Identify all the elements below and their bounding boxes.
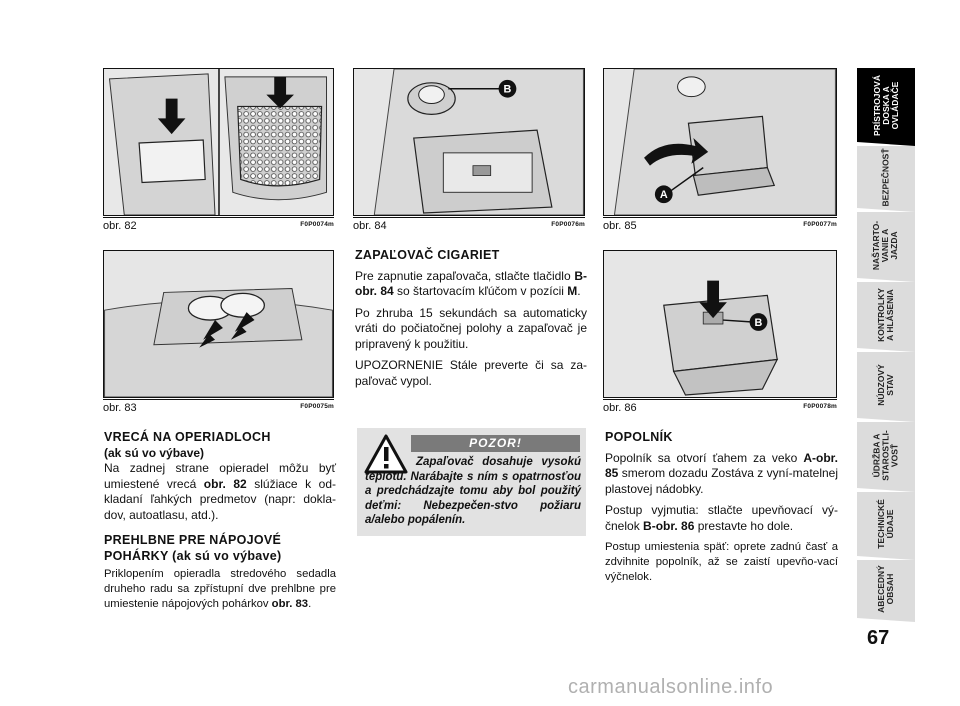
cupholders-paragraph [104,567,336,612]
tab-label: ABECEDNÝ OBSAH [875,565,895,613]
figure-82-label: obr. 82 [103,220,137,232]
figure-83-caption [103,399,334,413]
page-number: 67 [867,627,890,649]
figure-ref: obr. 82 [203,476,247,491]
cupholders-heading-line2: POHÁRKY (ak sú vo výbave) [104,548,282,563]
seatback-pocket-illustration [104,69,333,215]
ashtray-paragraph-1 [605,451,838,498]
text-run: Pre zapnutie zapaľovača, stlačte tlačidlo [355,268,575,283]
middle-column-text [355,248,587,395]
figure-85-caption [603,217,837,231]
right-column-text [605,430,838,591]
figure-83-cupholders [103,250,334,398]
figure-84-lighter [353,68,585,216]
text-run: Na zadnej strane opieradel môžu byť umiestené vrecá [104,461,336,491]
tab-label: ÚDRŽBA A STAROSTLI- VOSŤ [871,429,900,481]
ashtray-heading: POPOLNÍK [605,430,673,444]
seatback-pockets-subheading: (ak sú vo výbave) [104,445,205,460]
tab-label: NAŠTARTO- VANIE A JAZDA [871,220,900,270]
tab-safety[interactable] [857,146,915,208]
figure-85-label: obr. 85 [603,220,637,232]
figure-83-code: F0P0075m [300,403,334,410]
tab-instrument-panel[interactable] [857,68,915,142]
warning-title: POZOR! [411,435,580,452]
seatback-pockets-heading: VRECÁ NA OPERIADLOCH [104,430,271,444]
figure-86-label: obr. 86 [603,402,637,414]
figure-ref: B-obr. 86 [643,518,695,533]
figure-83-label: obr. 83 [103,402,137,414]
lighter-paragraph-3: UPOZORNENIE Stále preverte či sa za-paľovač vypol. [355,358,587,388]
text-run: . [577,284,581,298]
key-position: M [567,284,578,298]
lighter-heading: ZAPAĽOVAČ CIGARIET [355,248,500,262]
tab-warning-lights[interactable] [857,282,915,348]
ashtray-tab-marker: B [754,316,763,329]
tab-technical-data[interactable] [857,492,915,556]
tab-index[interactable] [857,560,915,618]
figure-82-code: F0P0074m [300,221,334,228]
lighter-paragraph-2: Po zhruba 15 sekundách sa automaticky vráti do počiatočnej polohy a zapaľovač je pripravený k použitiu. [355,305,587,351]
text-run: . [308,598,312,610]
text-run: smerom dozadu Zostáva z vyní-matelnej plastovej nádobky. [605,466,838,496]
ashtray-lid-marker: A [659,189,668,202]
figure-86-caption [603,399,837,413]
figure-86-ashtray-removal [603,250,837,398]
figure-85-code: F0P0077m [803,221,837,228]
text-run: Postup vyjmutia: stlačte upevňovací vý-čnelok [605,503,838,533]
tab-label: PRÍSTROJOVÁ DOSKA A OVLÁDAČE [871,74,900,136]
text-run: Priklopením opieradla stredového sedadla druheho radu sa zpřístupní dve prehlbne pre umiestenie nápojových pohárkov [104,568,336,610]
figure-84-code: F0P0076m [551,221,585,228]
lighter-marker: B [503,83,512,96]
left-column-text [104,430,336,618]
figure-82-seatback-pockets [103,68,334,216]
tab-label: KONTROLKY A HLÁSENIA [876,288,895,342]
figure-ref: obr. 83 [271,598,309,610]
cupholders-heading: PREHLBNE PRE NÁPOJOVÉ [104,533,282,547]
text-run: slúžiace k od-kladaní ľahkých predmetov (napr: dokla-dov, autoatlasu, atd.). [104,476,336,522]
warning-box [357,428,586,536]
figure-ref: B-obr. 84 [355,268,587,298]
cupholder-illustration [104,251,333,397]
lighter-paragraph-1 [355,269,587,300]
figure-84-caption [353,217,585,231]
text-run: Popolník sa otvorí ťahem za veko [605,450,804,465]
tab-maintenance[interactable] [857,422,915,488]
tab-label: TECHNICKÉ ÚDAJE [876,499,895,549]
ashtray-removal-illustration [604,251,836,397]
tab-starting-driving[interactable] [857,212,915,278]
watermark: carmanualsonline.info [568,676,774,698]
text-run: prestavte ho dole. [694,518,794,533]
ashtray-open-illustration [604,69,836,215]
warning-text: Zapaľovač dosahuje vysokú teplotu. Narábajte s ním s opatrnosťou a predchádzajte tomu aby bol použitý deťmi: Nebezpečen-stvo požiaru a/alebo popálenín. [365,456,581,526]
figure-ref: A-obr. 85 [605,450,838,480]
ashtray-paragraph-3: Postup umiestenia späť: oprete zadnú časť a zdvihnite popolník, až se zaistí upevňo-vací výčnelok. [605,541,838,583]
lighter-illustration [354,69,584,215]
ashtray-paragraph-2 [605,503,838,534]
tab-label: NÚDZOVÝ STAV [876,364,895,406]
figure-82-caption [103,217,334,231]
text-run: so štartovacím kľúčom v pozícii [393,284,568,298]
tab-emergency[interactable] [857,352,915,418]
seatback-pockets-paragraph [104,461,336,523]
figure-84-label: obr. 84 [353,220,387,232]
figure-86-code: F0P0078m [803,403,837,410]
tab-label: BEZPEČNOSŤ [880,147,891,207]
figure-85-ashtray-open [603,68,837,216]
